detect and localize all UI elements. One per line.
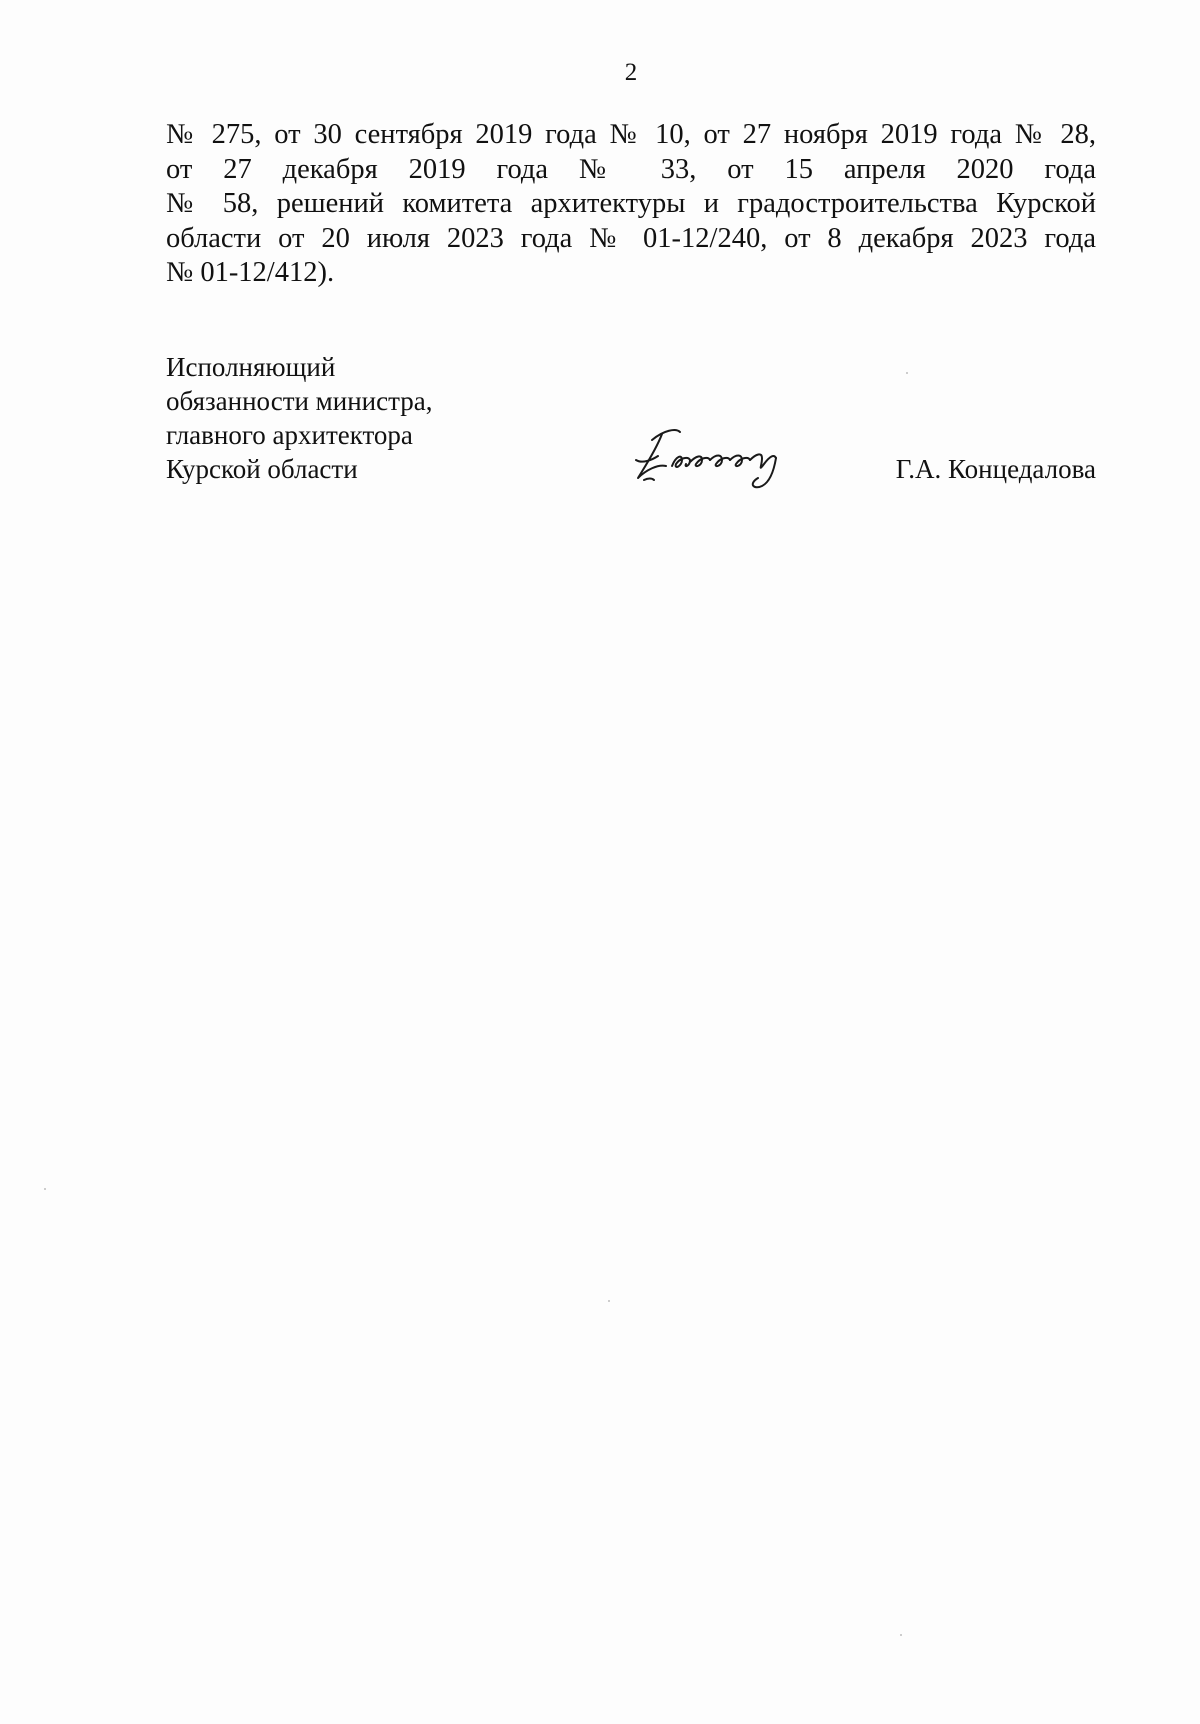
handwritten-signature: [624, 420, 804, 500]
scan-speck: [900, 1634, 902, 1636]
position-line-4: Курской области: [166, 454, 358, 484]
body-line-1: № 275, от 30 сентября 2019 года № 10, от 27 ноября 2019 года № 28,: [166, 119, 1096, 150]
scan-speck: [44, 1188, 46, 1190]
body-text: [166, 118, 1096, 291]
body-line-4: области от 20 июля 2023 года № 01-12/240, от 8 декабря 2023 года: [166, 222, 1096, 254]
signatory-name: Г.А. Концедалова: [895, 454, 1096, 484]
scan-speck: [608, 1300, 610, 1302]
page-number: 2: [624, 59, 638, 86]
signatory-position: [166, 350, 432, 486]
position-line-3: главного архитектора: [166, 420, 413, 450]
body-line-3: № 58, решений комитета архитектуры и градостроительства Курской: [166, 188, 1096, 219]
scan-speck: [906, 372, 908, 374]
position-line-1: Исполняющий: [166, 352, 336, 382]
body-line-2: от 27 декабря 2019 года № 33, от 15 апреля 2020 года: [166, 153, 1096, 185]
position-line-2: обязанности министра,: [166, 386, 433, 416]
body-line-5: № 01-12/412).: [166, 257, 335, 288]
